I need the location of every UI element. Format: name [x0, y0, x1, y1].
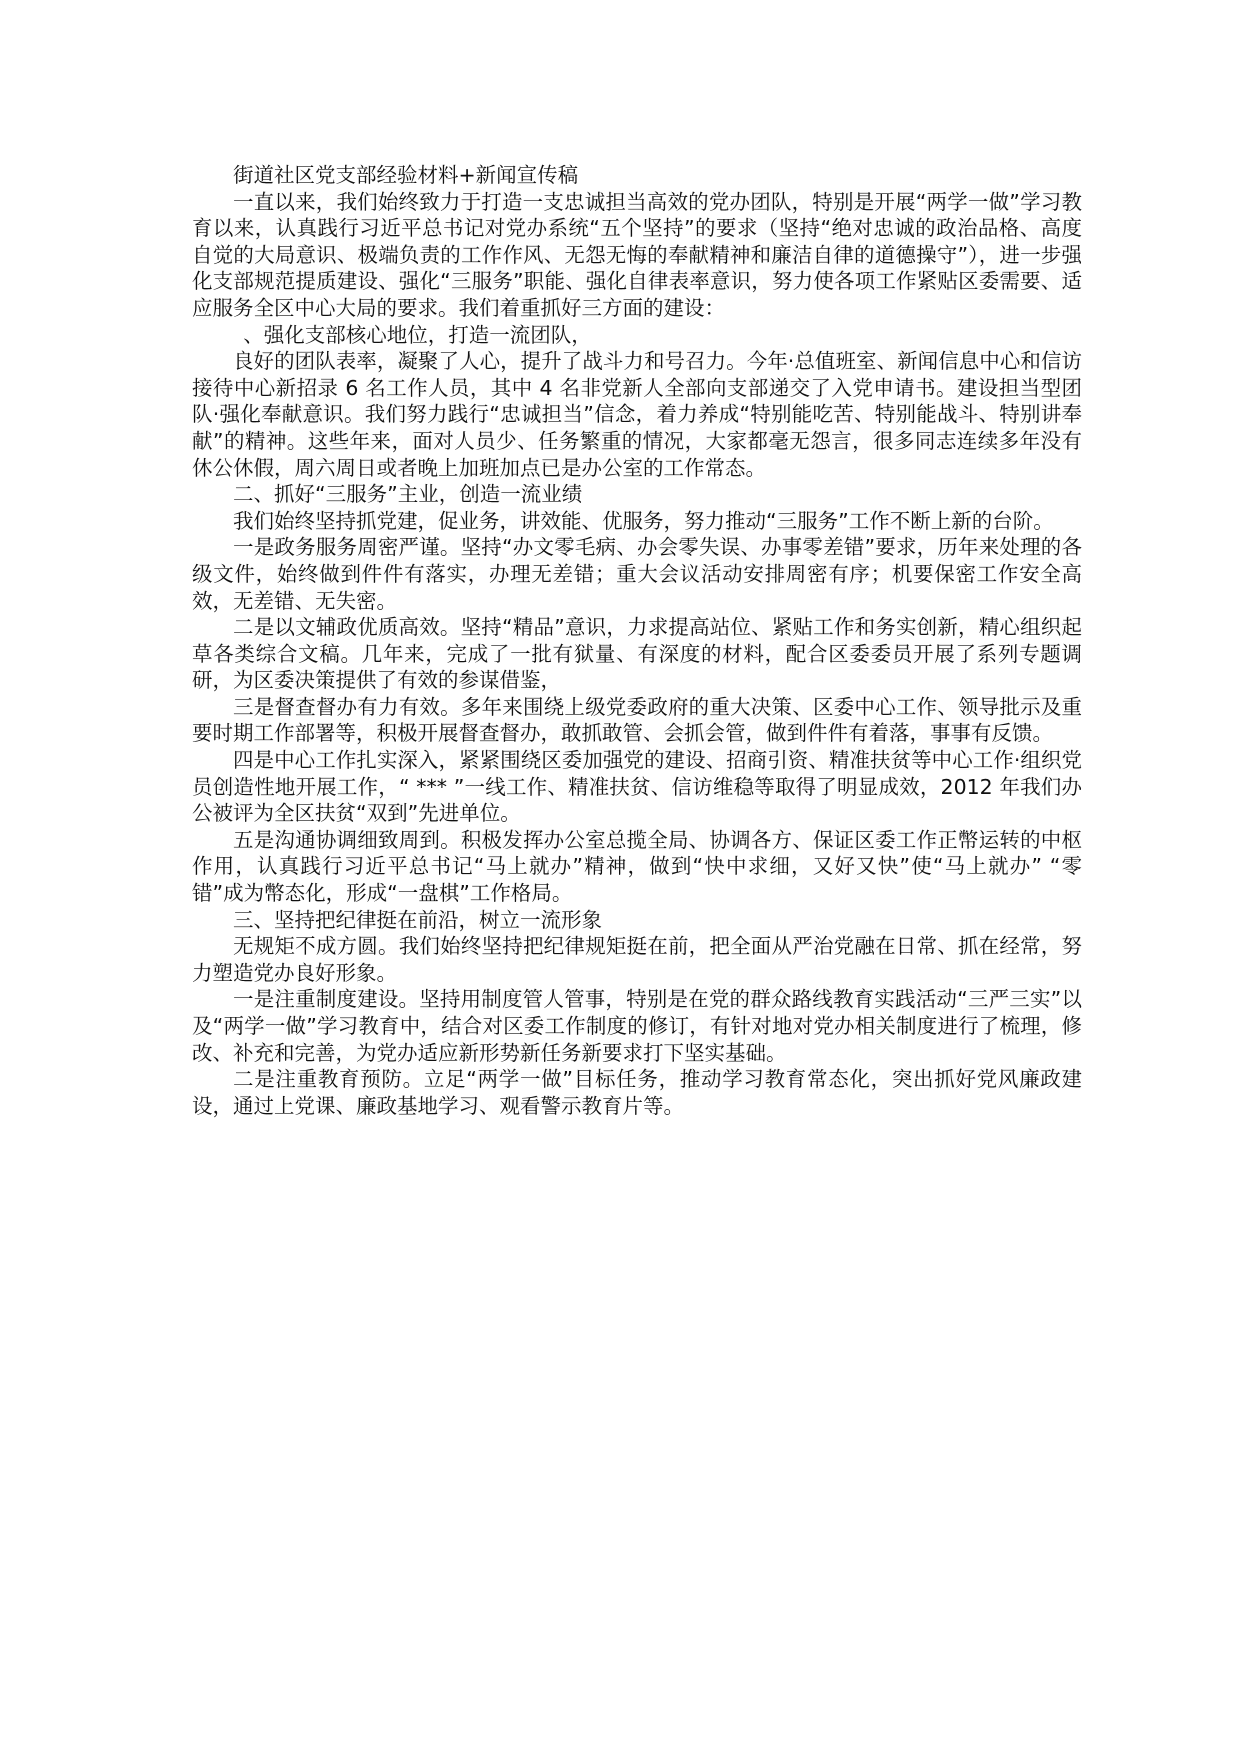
paragraph-service-intro: 我们始终坚持抓党建，促业务，讲效能、优服务，努力推动“三服务”工作不断上新的台阶。 [233, 508, 1054, 533]
paragraph-discipline-intro: 无规矩不成方圆。我们始终坚持把纪律规矩挺在前，把全面从严治党融在日常、抓在经常，努力塑造党办良好形象。 [192, 934, 1082, 985]
paragraph-team: 良好的团队表率，凝聚了人心，提升了战斗力和号召力。今年·总值班室、新闻信息中心和信访接待中心新招录 6 名工作人员，其中 4 名非党新人全部向支部递交了入党申请书。建设担当型团队·强化奉献意识。我们努力践行“忠诚担当”信念，着力养成“特别能吃苦、特别能战斗、特别讲奉献”的精神。这些年来，面对人员少、任务繁重的情况，大家都毫无怨言，很多同志连续多年没有休公休假，周六周日或者晚上加班加点已是办公室的工作常态。 [192, 349, 1082, 480]
section-heading-3: 三、坚持把纪律挺在前沿，树立一流形象 [233, 907, 602, 932]
paragraph-point-1: 一是政务服务周密严谨。坚持“办文零毛病、办会零失误、办事零差错”要求，历年来处理的各级文件，始终做到件件有落实，办理无差错；重大会议活动安排周密有序；机要保密工作安全高效，无差错、无失密。 [192, 535, 1082, 613]
paragraph-discipline-1: 一是注重制度建设。坚持用制度管人管事，特别是在党的群众路线教育实践活动“三严三实”以及“两学一做”学习教育中，结合对区委工作制度的修订，有针对地对党办相关制度进行了梳理，修改、补充和完善，为党办适应新形势新任务新要求打下坚实基础。 [192, 987, 1082, 1065]
paragraph-point-4: 四是中心工作扎实深入，紧紧围绕区委加强党的建设、招商引资、精准扶贫等中心工作·组织党员创造性地开展工作，“ *** ”一线工作、精准扶贫、信访维稳等取得了明显成效，2012 年我们办公被评为全区扶贫“双到”先进单位。 [192, 748, 1082, 826]
document-page [192, 162, 1082, 1119]
paragraph-discipline-2: 二是注重教育预防。立足“两学一做”目标任务，推动学习教育常态化，突出抓好党风廉政建设，通过上党课、廉政基地学习、观看警示教育片等。 [192, 1067, 1082, 1118]
paragraph-point-2: 二是以文辅政优质高效。坚持“精品”意识，力求提高站位、紧贴工作和务实创新，精心组织起草各类综合文稿。几年来，完成了一批有狱量、有深度的材料，配合区委委员开展了系列专题调研，为区委决策提供了有效的参谋借鉴， [192, 615, 1082, 693]
paragraph-point-5: 五是沟通协调细致周到。积极发挥办公室总揽全局、协调各方、保证区委工作正幣运转的中枢作用，认真践行习近平总书记“马上就办”精神，做到“快中求细，又好又快”使“马上就办” “零错”成为幣态化，形成“一盘棋”工作格局。 [192, 827, 1082, 906]
document-title: 街道社区党支部经验材料+新闻宣传稿 [233, 163, 579, 187]
section-heading-1: 、强化支部核心地位，打造一流团队， [243, 322, 592, 347]
paragraph-point-3: 三是督查督办有力有效。多年来围绕上级党委政府的重大决策、区委中心工作、领导批示及重要时期工作部署等，积极开展督查督办，敢抓敢管、会抓会管，做到件件有着落，事事有反馈。 [192, 694, 1082, 746]
section-heading-2: 二、抓好“三服务”主业，创造一流业绩 [233, 482, 583, 507]
paragraph-intro: 一直以来，我们始终致力于打造一支忠诚担当高效的党办团队，特别是开展“两学一做”学习教育以来，认真践行习近平总书记对党办系统“五个坚持”的要求（坚持“绝对忠诚的政治品格、高度自觉的大局意识、极端负责的工作作风、无怨无悔的奉献精神和廉洁自律的道德操守”），进一步强化支部规范提质建设、强化“三服务”职能、强化自律表率意识，努力使各项工作紧贴区委需要、适应服务全区中心大局的要求。我们着重抓好三方面的建设： [192, 189, 1082, 320]
